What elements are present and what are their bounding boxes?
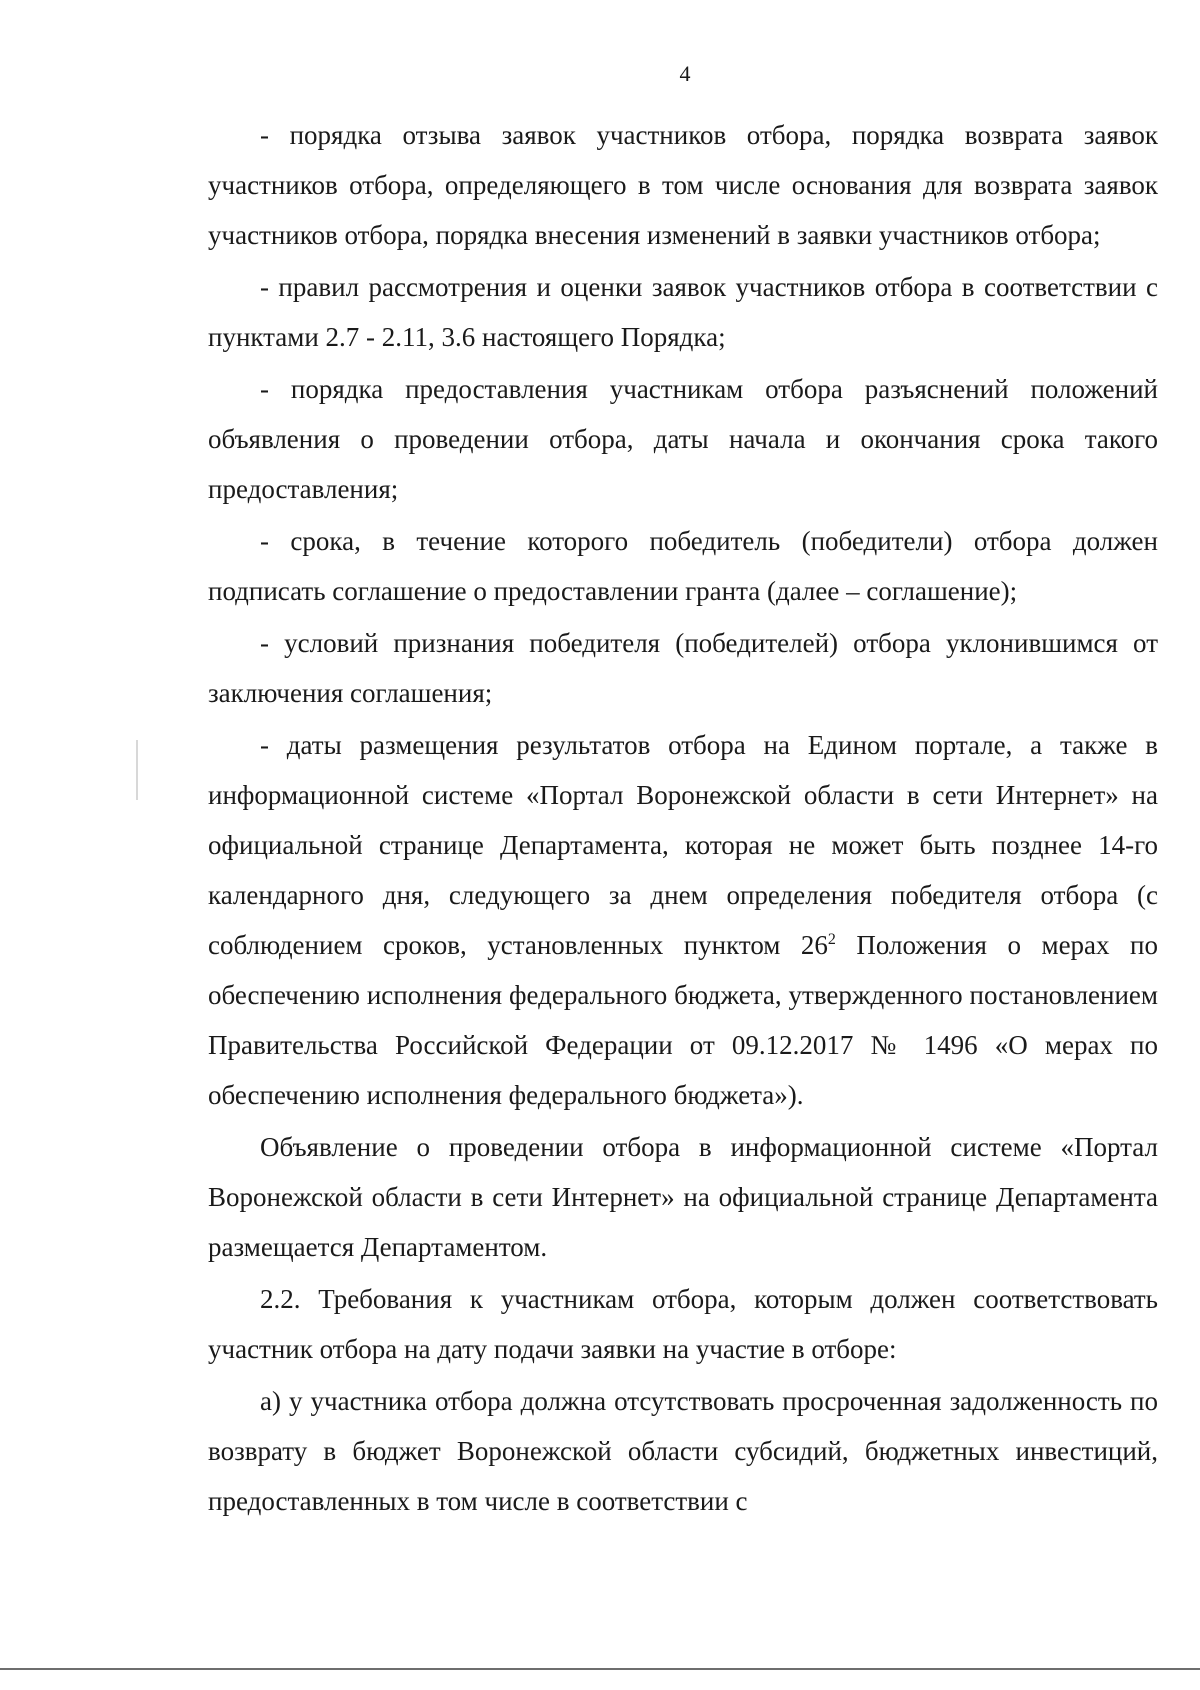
document-body: [208, 110, 1158, 1528]
paragraph-results-publication: [208, 720, 1158, 1120]
paragraph-evasion-conditions: - условий признания победителя (победителей) отбора уклонившимся от заключения соглашения;: [208, 628, 1158, 708]
paragraph-review-rules: - правил рассмотрения и оценки заявок участников отбора в соответствии с пунктами 2.7 - 2.11, 3.6 настоящего Порядка;: [208, 272, 1158, 352]
scan-bottom-edge: [0, 1668, 1200, 1670]
scan-artifact: [136, 740, 138, 800]
paragraph-announcement-placement: Объявление о проведении отбора в информационной системе «Портал Воронежской области в сети Интернет» на официальной странице Департамента размещается Департаментом.: [208, 1132, 1158, 1262]
paragraph-requirement-a: а) у участника отбора должна отсутствовать просроченная задолженность по возврату в бюджет Воронежской области субсидий, бюджетных инвестиций, предоставленных в том числе в соответствии с: [208, 1386, 1158, 1516]
paragraph-participant-requirements: 2.2. Требования к участникам отбора, которым должен соответствовать участник отбора на дату подачи заявки на участие в отборе:: [208, 1284, 1158, 1364]
page-number: 4: [679, 61, 691, 86]
superscript-index: 2: [827, 931, 836, 948]
results-publication-text-start: - даты размещения результатов отбора на Едином портале, а также в информационной системе «Портал Воронежской области в сети Интернет» на официальной странице Департамента, которая не может быть позднее 14-го календарного дня, следующего за днем определения победителя отбора (с соблюдением сроков, установленных пунктом 26: [208, 730, 1158, 960]
results-publication-text-end: Положения о мерах по обеспечению исполнения федерального бюджета, утвержденного постановлением Правительства Российской Федерации от 09.12.2017 № 1496 «О мерах по обеспечению исполнения федерального бюджета»).: [208, 930, 1158, 1110]
paragraph-signing-deadline: - срока, в течение которого победитель (победители) отбора должен подписать соглашение о предоставлении гранта (далее – соглашение);: [208, 526, 1158, 606]
paragraph-withdrawal-order: - порядка отзыва заявок участников отбора, порядка возврата заявок участников отбора, определяющего в том числе основания для возврата заявок участников отбора, порядка внесения изменений в заявки участников отбора;: [208, 120, 1158, 250]
paragraph-clarifications: - порядка предоставления участникам отбора разъяснений положений объявления о проведении отбора, даты начала и окончания срока такого предоставления;: [208, 374, 1158, 504]
